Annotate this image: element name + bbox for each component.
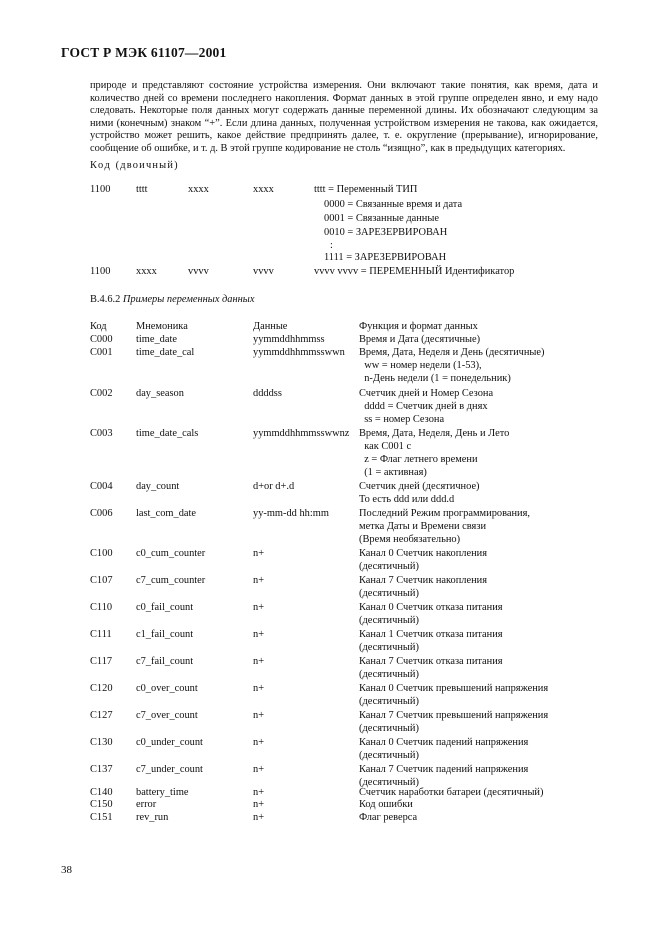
cell-function-line: Канал 7 Счетчик падений напряжения [359, 764, 529, 775]
cell-function-line: Канал 1 Счетчик отказа питания [359, 629, 503, 640]
cell-data: n+ [253, 575, 265, 586]
cell-code: C140 [90, 787, 113, 798]
cell-data: n+ [253, 737, 265, 748]
cell-mnemonic: time_date [136, 334, 177, 345]
cell-code: C151 [90, 812, 113, 823]
code-row2-col3: vvvv [188, 266, 209, 277]
cell-function-line: (десятичный) [359, 561, 419, 572]
cell-function-line: метка Даты и Времени связи [359, 521, 487, 532]
page-number: 38 [61, 864, 72, 876]
cell-mnemonic: time_date_cal [136, 347, 195, 358]
cell-code: C003 [90, 428, 113, 439]
cell-function-line: Время, Дата, Неделя и День (десятичные) [359, 347, 545, 358]
cell-code: C130 [90, 737, 113, 748]
cell-function-line: Счетчик дней и Номер Сезона [359, 388, 494, 399]
cell-data: n+ [253, 812, 265, 823]
cell-function-line: (десятичный) [359, 669, 419, 680]
cell-code: C107 [90, 575, 113, 586]
code-row1-desc: tttt = Переменный ТИП [314, 184, 418, 195]
code-row1-col2: tttt [136, 184, 148, 195]
cell-mnemonic: c0_fail_count [136, 602, 194, 613]
cell-function-line: (десятичный) [359, 588, 419, 599]
section-title-text: Примеры переменных данных [122, 294, 255, 305]
cell-data: n+ [253, 602, 265, 613]
cell-mnemonic: day_count [136, 481, 180, 492]
cell-function-line: Канал 7 Счетчик отказа питания [359, 656, 503, 667]
code-row2-col1: 1100 [90, 266, 111, 277]
cell-data: ddddss [253, 388, 282, 399]
cell-data: d+or d+.d [253, 481, 295, 492]
code-row2-col4: vvvv [253, 266, 274, 277]
code-label [90, 160, 179, 171]
cell-function-line: Время и Дата (десятичные) [359, 334, 481, 345]
cell-code: C127 [90, 710, 113, 721]
code-row1-col4: xxxx [253, 184, 274, 195]
section-number: B.4.6.2 [90, 294, 121, 305]
cell-function-line: (десятичный) [359, 696, 419, 707]
header-function: Функция и формат данных [359, 321, 478, 332]
code-label-word: Код [90, 160, 112, 171]
cell-function-line: как C001 с [359, 441, 412, 452]
cell-function-line: Счетчик дней (десятичное) [359, 481, 480, 492]
cell-function-line: Время, Дата, Неделя, День и Лето [359, 428, 510, 439]
cell-mnemonic: day_season [136, 388, 184, 399]
intro-text [90, 80, 598, 156]
cell-code: C100 [90, 548, 113, 559]
code-list-item: 1111 = ЗАРЕЗЕРВИРОВАН [324, 252, 447, 263]
cell-data: yymmddhhmmsswwn [253, 347, 345, 358]
cell-code: C000 [90, 334, 113, 345]
cell-mnemonic: c0_over_count [136, 683, 198, 694]
cell-data: n+ [253, 548, 265, 559]
cell-mnemonic: error [136, 799, 157, 810]
cell-mnemonic: battery_time [136, 787, 189, 798]
cell-function-line: Канал 0 Счетчик накопления [359, 548, 487, 559]
cell-code: C002 [90, 388, 113, 399]
cell-function-line: (десятичный) [359, 777, 419, 788]
code-row2-desc: vvvv vvvv = ПЕРЕМЕННЫЙ Идентификатор [314, 266, 515, 277]
cell-mnemonic: c7_under_count [136, 764, 203, 775]
cell-code: C001 [90, 347, 113, 358]
intro-paragraph: природе и представляют состояние устройства измерения. Они включают такие понятия, как время, дата и количество дней со времени последнего накопления. Формат данных в этой группе определен явно, и ему надо следовать. Некоторые поля данных могут содержать данные переменной длины. Их обозначают следующим за ними (конечным) знаком “+”. Если длина данных, полученная устройством измерения не такова, как ожидается, устройство может решить, какое действие предпринять далее, т. е. округление (прерывание), игнорирование, сообщение об ошибке, и т. д. В этой группе кодирование не столь “изящно”, как в предыдущих категориях. [90, 80, 598, 154]
cell-data: n+ [253, 710, 265, 721]
header-data: Данные [253, 321, 288, 332]
cell-function-line: (десятичный) [359, 642, 419, 653]
cell-mnemonic: last_com_date [136, 508, 197, 519]
cell-data: n+ [253, 799, 265, 810]
cell-function-line: (Время необязательно) [359, 534, 461, 545]
cell-code: C120 [90, 683, 113, 694]
section-title [90, 294, 254, 305]
code-list-item: 0001 = Связанные данные [324, 213, 439, 224]
cell-function-line: Канал 7 Счетчик накопления [359, 575, 487, 586]
cell-data: n+ [253, 764, 265, 775]
cell-code: C117 [90, 656, 113, 667]
header-code: Код [90, 321, 107, 332]
cell-function-line: ss = номер Сезона [359, 414, 445, 425]
cell-function-line: ww = номер недели (1-53), [359, 360, 482, 371]
code-row1-col1: 1100 [90, 184, 111, 195]
cell-data: yymmddhhmmsswwnz [253, 428, 350, 439]
cell-code: C006 [90, 508, 113, 519]
page-header: ГОСТ Р МЭК 61107—2001 [61, 45, 227, 60]
cell-function-line: Канал 7 Счетчик превышений напряжения [359, 710, 549, 721]
cell-function-line: Флаг реверса [359, 812, 418, 823]
cell-data: yy-mm-dd hh:mm [253, 508, 329, 519]
code-row1-col3: xxxx [188, 184, 209, 195]
cell-code: C111 [90, 629, 112, 640]
cell-function-line: n-День недели (1 = понедельник) [359, 373, 511, 384]
cell-function-line: Счетчик наработки батареи (десятичный) [359, 787, 544, 798]
cell-mnemonic: time_date_cals [136, 428, 199, 439]
cell-mnemonic: c0_under_count [136, 737, 203, 748]
cell-function-line: (десятичный) [359, 750, 419, 761]
cell-code: C150 [90, 799, 113, 810]
cell-function-line: z = Флаг летнего времени [359, 454, 478, 465]
cell-mnemonic: c7_over_count [136, 710, 198, 721]
cell-mnemonic: c0_cum_counter [136, 548, 206, 559]
cell-mnemonic: rev_run [136, 812, 169, 823]
cell-data: yymmddhhmmss [253, 334, 325, 345]
cell-function-line: (1 = активная) [359, 467, 427, 478]
cell-function-line: (десятичный) [359, 615, 419, 626]
cell-data: n+ [253, 787, 265, 798]
cell-function-line: Канал 0 Счетчик отказа питания [359, 602, 503, 613]
code-list-item: 0010 = ЗАРЕЗЕРВИРОВАН [324, 227, 448, 238]
cell-data: n+ [253, 629, 265, 640]
code-label-sub: (двоичный) [115, 160, 179, 171]
cell-data: n+ [253, 656, 265, 667]
code-row2-col2: xxxx [136, 266, 157, 277]
cell-mnemonic: c7_cum_counter [136, 575, 206, 586]
header-mnemonic: Мнемоника [136, 321, 188, 332]
cell-code: C137 [90, 764, 113, 775]
cell-function-line: dddd = Счетчик дней в днях [359, 401, 488, 412]
cell-function-line: Канал 0 Счетчик падений напряжения [359, 737, 529, 748]
cell-function-line: Канал 0 Счетчик превышений напряжения [359, 683, 549, 694]
code-list-item: 0000 = Связанные время и дата [324, 199, 463, 210]
cell-function-line: Код ошибки [359, 799, 413, 810]
cell-data: n+ [253, 683, 265, 694]
cell-mnemonic: c7_fail_count [136, 656, 194, 667]
code-list-item: : [330, 240, 333, 251]
cell-function-line: Последний Режим программирования, [359, 508, 530, 519]
cell-code: C004 [90, 481, 113, 492]
cell-mnemonic: c1_fail_count [136, 629, 194, 640]
cell-function-line: (десятичный) [359, 723, 419, 734]
cell-code: C110 [90, 602, 113, 613]
cell-function-line: То есть ddd или ddd.d [359, 494, 455, 505]
